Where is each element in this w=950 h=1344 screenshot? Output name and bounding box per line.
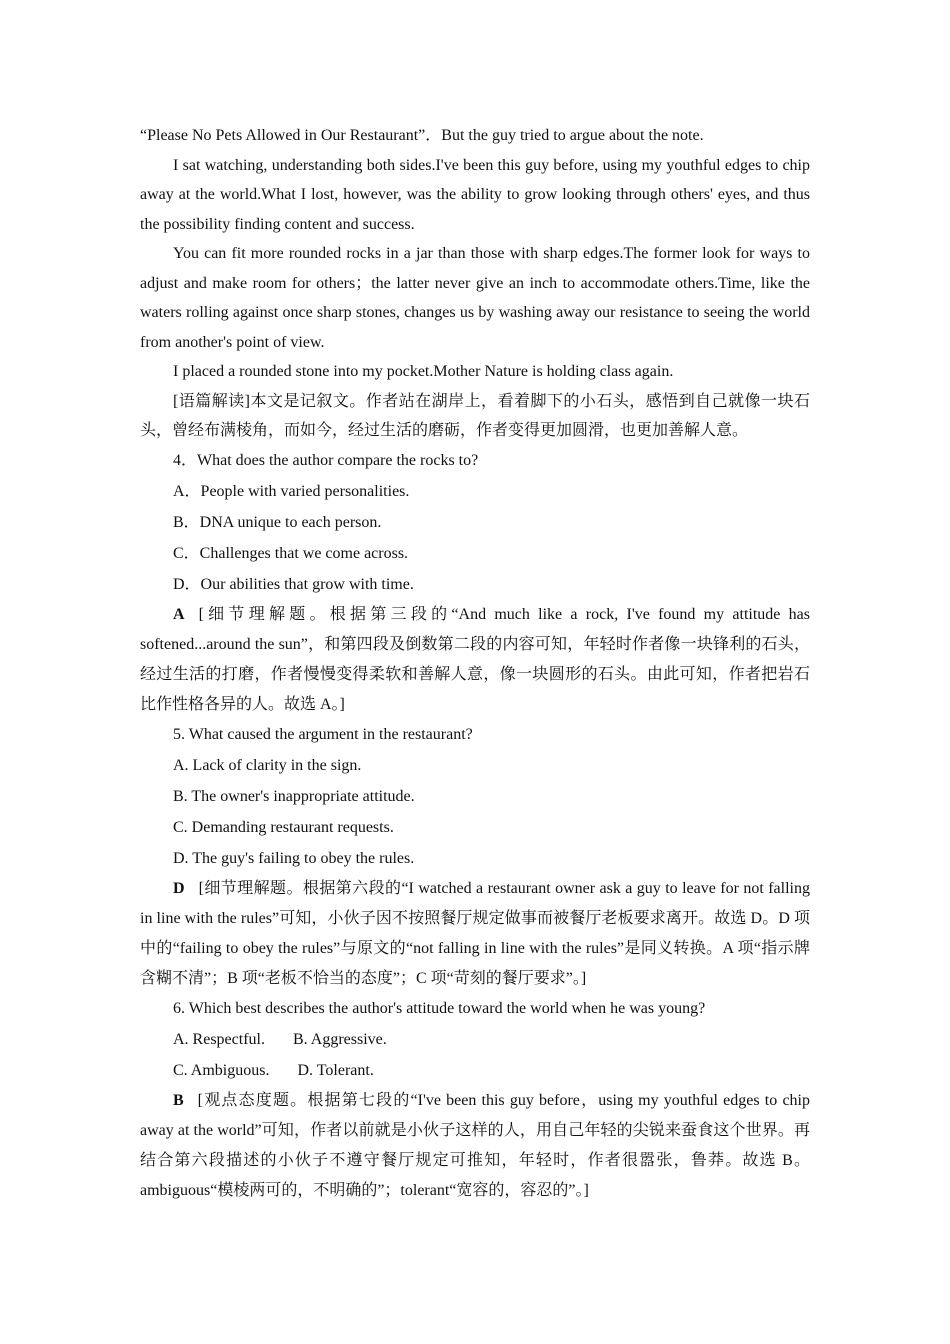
q6-options-ab (140, 1024, 810, 1055)
q5-answer: D (173, 879, 185, 897)
q4-option-a: A．People with varied personalities. (173, 482, 410, 500)
analysis-text: 本文是记叙文。作者站在湖岸上，看着脚下的小石头，感悟到自己就像一块石头，曾经布满棱角，而如今，经过生活的磨砺，作者变得更加圆滑，也更加善解人意。 (140, 392, 810, 439)
question-6: 6. Which best describes the author's attitude toward the world when he was young? (173, 999, 706, 1017)
document-page (140, 121, 810, 1206)
q4-option-d: D．Our abilities that grow with time. (173, 575, 414, 593)
passage-analysis (140, 387, 810, 446)
q6-options-cd (140, 1055, 810, 1086)
analysis-tag: [语篇解读] (173, 392, 251, 410)
passage-paragraph: I sat watching, understanding both sides.I've been this guy before, using my youthful edges to chip away at the world.What I lost, however, was the ability to grow looking through others' eyes, and thus the possibility finding content and success. (140, 156, 810, 233)
q6-explanation: [观点态度题。根据第七段的“I've been this guy before，using my youthful edges to chip away at the world”可知，作者以前就是小伙子这样的人，用自己年轻的尖锐来蚕食这个世界。再结合第六段描述的小伙子不遵守餐厅规定可推知，年轻时，作者很嚣张，鲁莽。故选 B。ambiguous“模棱两可的，不明确的”；tolerant“宽容的，容忍的”。] (140, 1091, 810, 1199)
q6-answer-explanation (140, 1086, 810, 1206)
passage-paragraph: I placed a rounded stone into my pocket.Mother Nature is holding class again. (173, 363, 674, 380)
q4-explanation: [细节理解题。根据第三段的“And much like a rock, I've found my attitude has softened...around the sun”，和第四段及倒数第二段的内容可知，年轻时作者像一块锋利的石头，经过生活的打磨，作者慢慢变得柔软和善解人意，像一块圆形的石头。由此可知，作者把岩石比作性格各异的人。故选 A。] (140, 605, 810, 713)
q5-explanation: [细节理解题。根据第六段的“I watched a restaurant owner ask a guy to leave for not falling in line with the rules”可知，小伙子因不按照餐厅规定做事而被餐厅老板要求离开。故选 D。D 项中的“failing to obey the rules”与原文的“not falling in line with the rules”是同义转换。A 项“指示牌含糊不清”；B 项“老板不恰当的态度”；C 项“苛刻的餐厅要求”。] (140, 879, 810, 987)
q6-option-b: B. Aggressive. (292, 1030, 387, 1048)
q6-option-d: D. Tolerant. (297, 1061, 374, 1079)
q5-option-c: C. Demanding restaurant requests. (173, 818, 394, 836)
q5-answer-explanation (140, 874, 810, 994)
q6-option-a: A. Respectful. (173, 1030, 265, 1048)
question-5: 5. What caused the argument in the restaurant? (173, 725, 473, 743)
q4-option-b: B．DNA unique to each person. (173, 513, 382, 531)
q4-option-c: C．Challenges that we come across. (173, 544, 409, 562)
q5-option-d: D. The guy's failing to obey the rules. (173, 849, 415, 867)
q6-option-c: C. Ambiguous. (173, 1061, 270, 1079)
passage-paragraph: “Please No Pets Allowed in Our Restaurant”．But the guy tried to argue about the note. (140, 127, 704, 144)
q5-option-b: B. The owner's inappropriate attitude. (173, 787, 415, 805)
q4-answer: A (173, 605, 185, 623)
passage-paragraph: You can fit more rounded rocks in a jar than those with sharp edges.The former look for ways to adjust and make room for others；the latter never give an inch to accommodate others.Time, like the waters rolling against once sharp stones, changes us by washing away our resistance to seeing the world from another's point of view. (140, 245, 810, 351)
q5-option-a: A. Lack of clarity in the sign. (173, 756, 362, 774)
question-4: 4．What does the author compare the rocks to? (173, 451, 479, 469)
q6-answer: B (173, 1091, 184, 1109)
q4-answer-explanation (140, 600, 810, 720)
